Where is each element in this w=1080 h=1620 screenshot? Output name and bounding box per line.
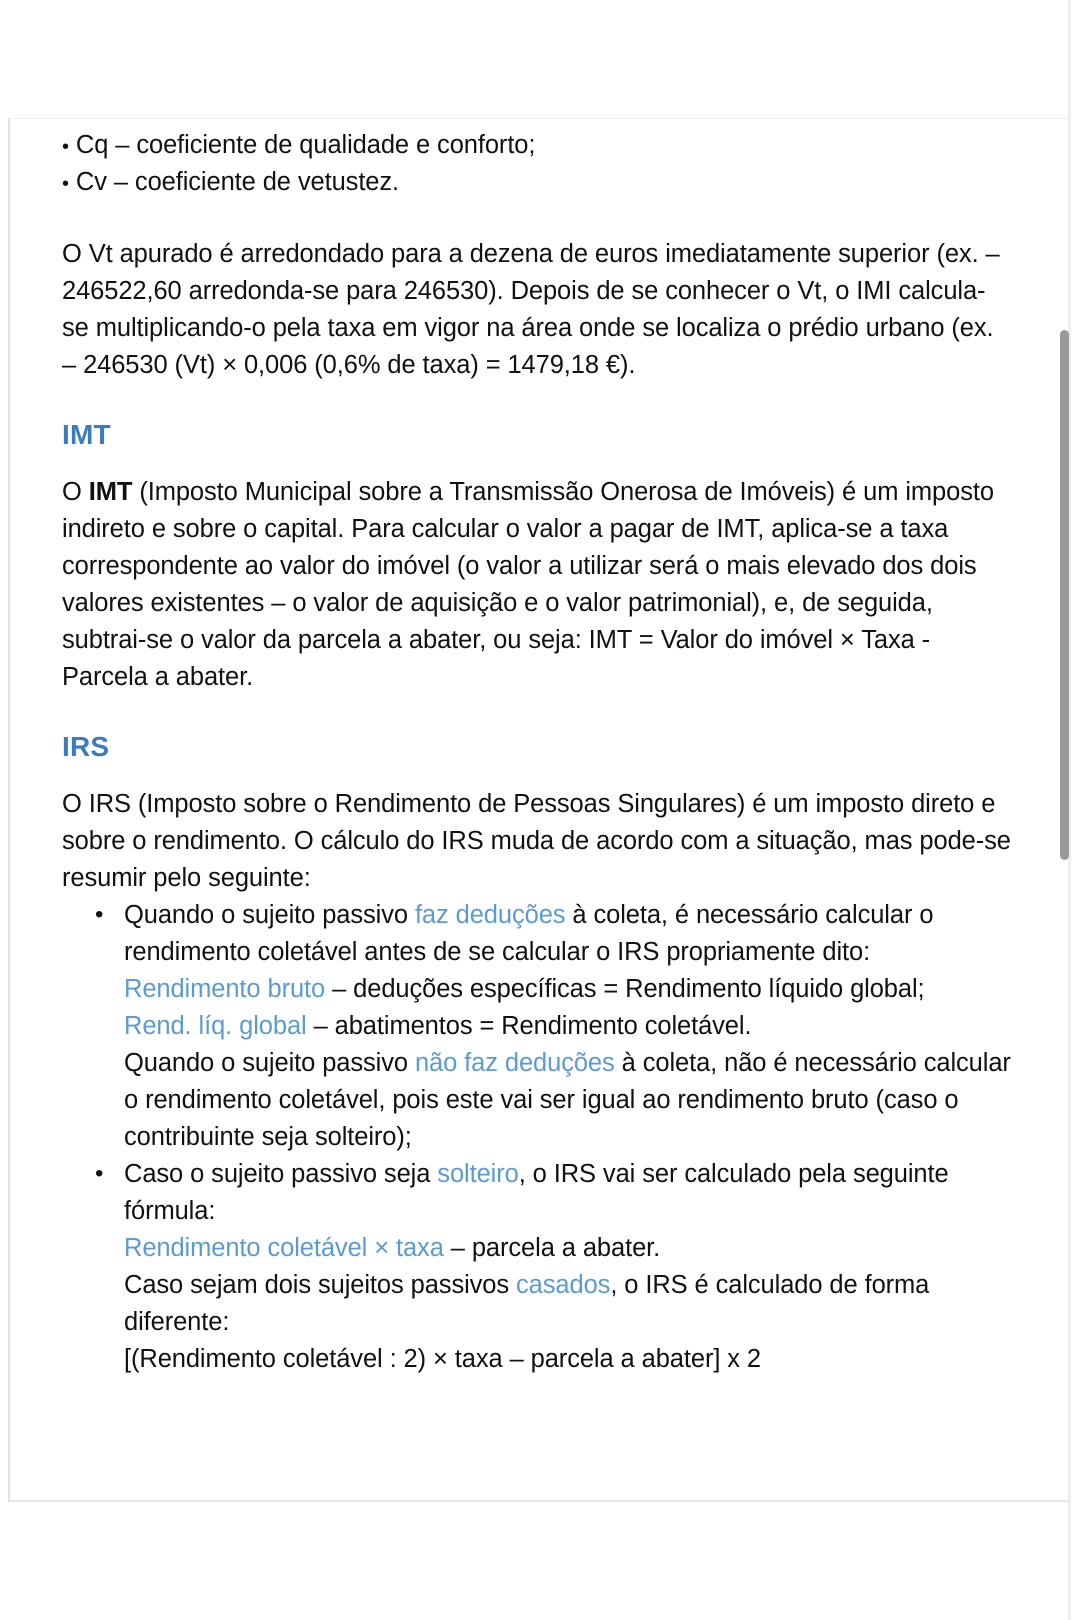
bullet-subparagraph xyxy=(124,1045,1012,1156)
document-content xyxy=(62,128,1012,1378)
irs-bullet-list xyxy=(62,897,1012,1378)
section-heading-imt: IMT xyxy=(62,419,111,450)
imt-paragraph xyxy=(62,474,1012,696)
top-bullet-list xyxy=(62,128,1012,202)
bullet-subtext-a: Caso sejam dois sujeitos passivos xyxy=(124,1271,517,1299)
scrollbar[interactable] xyxy=(1062,0,1076,1620)
bullet-dot-icon: • xyxy=(95,901,104,928)
list-item xyxy=(62,128,1012,165)
imt-paragraph-rest: (Imposto Municipal sobre a Transmissão Onerosa de Imóveis) é um imposto indireto e sobre o capital. Para calcular o valor a pagar de IMT, aplica-se a taxa correspondente ao valor do imóvel (o valor a utilizar será o mais elevado dos dois valores existentes – o valor de aquisição e o valor patrimonial), e, de seguida, subtrai-se o valor da parcela a abater, ou seja: IMT = Valor do imóvel × Taxa - Parcela a abater. xyxy=(62,478,994,691)
page-top-edge xyxy=(8,118,1068,119)
formula-line-1 xyxy=(124,971,1012,1008)
page-left-edge xyxy=(8,118,10,1500)
list-item-label: Cv – coeficiente de vetustez. xyxy=(75,168,400,196)
section-heading-irs: IRS xyxy=(62,731,110,762)
formula-highlight-1: Rendimento coletável × taxa xyxy=(124,1234,444,1262)
bullet-subtext-a: Quando o sujeito passivo xyxy=(124,1049,415,1077)
bullet-subhighlight: não faz deduções xyxy=(414,1049,615,1077)
bullet-text-a: Caso o sujeito passivo seja xyxy=(124,1160,438,1188)
formula-rest-1: – deduções específicas = Rendimento líquido global; xyxy=(325,975,925,1003)
bullet-text-a: Quando o sujeito passivo xyxy=(124,901,415,929)
page-bottom-edge xyxy=(8,1500,1068,1502)
formula-line-2 xyxy=(124,1008,1012,1045)
bullet-subparagraph xyxy=(124,1267,1012,1341)
formula-line-1 xyxy=(124,1230,1012,1267)
bullet-text-b: à coleta, é necessário calcular o rendimento coletável antes de se calcular o IRS propriamente dito: xyxy=(124,901,934,966)
bullet-subhighlight: casados xyxy=(516,1271,611,1299)
bullet-subtext-b: à coleta, não é necessário calcular o rendimento coletável, pois este vai ser igual ao rendimento bruto (caso o contribuinte seja solteiro); xyxy=(124,1049,1011,1151)
imt-bold-term: IMT xyxy=(88,478,133,506)
list-item xyxy=(62,165,1012,202)
bullet-highlight-a: faz deduções xyxy=(414,901,566,929)
list-item xyxy=(62,1156,1012,1378)
bullet-text-b: , o IRS vai ser calculado pela seguinte fórmula: xyxy=(124,1160,949,1225)
irs-intro-paragraph: O IRS (Imposto sobre o Rendimento de Pessoas Singulares) é um imposto direto e sobre o rendimento. O cálculo do IRS muda de acordo com a situação, mas pode-se resumir pelo seguinte: xyxy=(62,790,1011,892)
formula-highlight-1: Rendimento bruto xyxy=(124,975,326,1003)
bullet-highlight-a: solteiro xyxy=(437,1160,519,1188)
vt-paragraph: O Vt apurado é arredondado para a dezena de euros imediatamente superior (ex. – 246522,60 arredonda-se para 246530). Depois de se conhecer o Vt, o IMI calcula-se multiplicando-o pela taxa em vigor na área onde se localiza o prédio urbano (ex. – 246530 (Vt) × 0,006 (0,6% de taxa) = 1479,18 €). xyxy=(62,240,1000,379)
formula-highlight-2: Rend. líq. global xyxy=(124,1012,307,1040)
list-item xyxy=(62,897,1012,1156)
imt-paragraph-lead: O xyxy=(62,478,89,506)
bullet-dot-icon: • xyxy=(95,1160,104,1187)
formula-rest-1: – parcela a abater. xyxy=(443,1234,661,1262)
scrollbar-thumb[interactable] xyxy=(1060,330,1069,860)
list-item-label: Cq – coeficiente de qualidade e conforto; xyxy=(75,131,536,159)
bullet-dot-icon: • xyxy=(62,136,69,158)
bullet-subtext-b: , o IRS é calculado de forma diferente: xyxy=(124,1271,930,1336)
bullet-dot-icon: • xyxy=(62,173,69,195)
formula-line-2: [(Rendimento coletável : 2) × taxa – parcela a abater] x 2 xyxy=(124,1345,762,1373)
formula-rest-2: – abatimentos = Rendimento coletável. xyxy=(306,1012,752,1040)
